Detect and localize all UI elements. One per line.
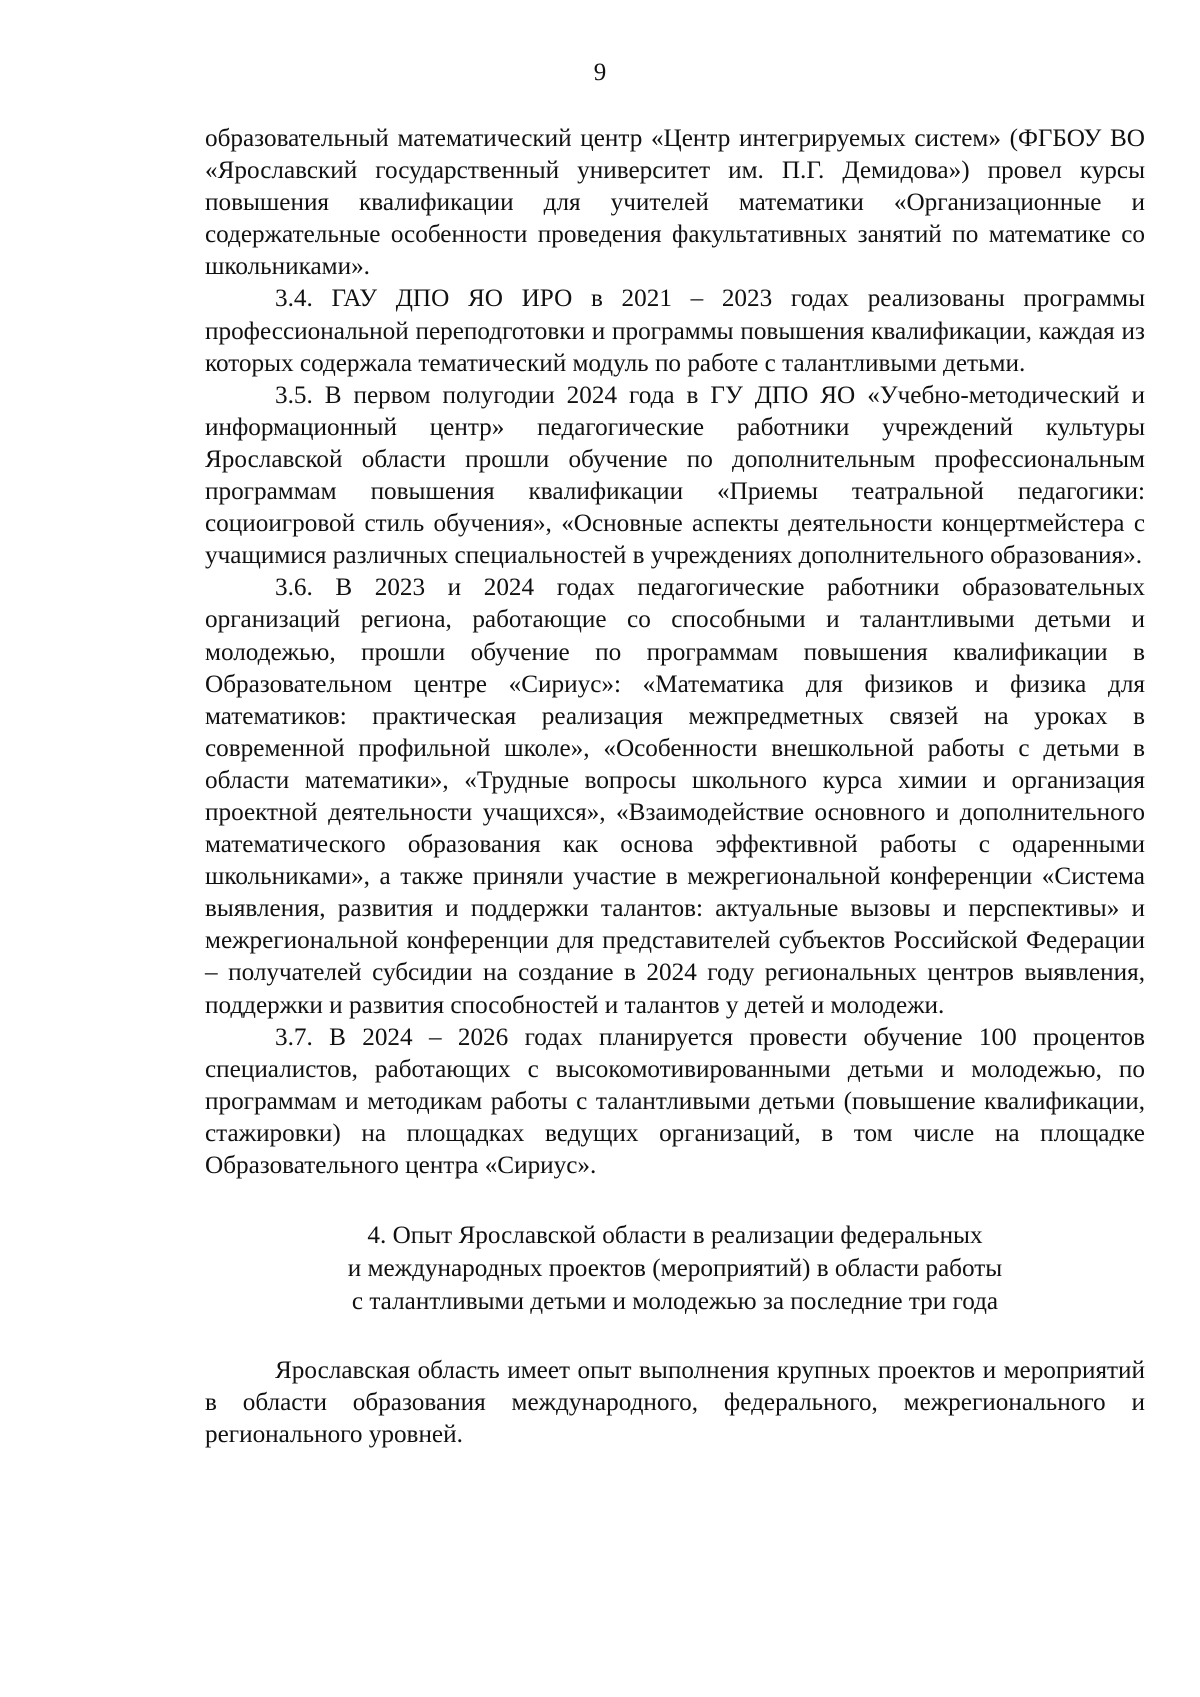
paragraph-3-6: 3.6. В 2023 и 2024 годах педагогические работники образовательных организаций региона, работающие со способными и талантливыми детьми и молодежью, прошли обучение по программам повышения квалификации в Образовательном центре «Сириус»: «Математика для физиков и физика для математиков: практическая реализация межпредметных связей на уроках в современной профильной школе», «Особенности внешкольной работы с детьми в области математики», «Трудные вопросы школьного курса химии и организация проектной деятельности учащихся», «Взаимодействие основного и дополнительного математического образования как основа эффективной работы с одаренными школьниками», а также приняли участие в межрегиональной конференции «Система выявления, развития и поддержки талантов: актуальные вызовы и перспективы» и межрегиональной конференции для представителей субъектов Российской Федерации – получателей субсидии на создание в 2024 году региональных центров выявления, поддержки и развития способностей и талантов у детей и молодежи. — [205, 574, 1145, 1019]
paragraph-3-4: 3.4. ГАУ ДПО ЯО ИРО в 2021 – 2023 годах реализованы программы профессиональной переподготовки и программы повышения квалификации, каждая из которых содержала тематический модуль по работе с талантливыми детьми. — [205, 285, 1145, 377]
document-body — [205, 123, 1145, 1451]
section-4-heading-line-1: 4. Опыт Ярославской области в реализации федеральных — [367, 1222, 983, 1250]
paragraph-3-7: 3.7. В 2024 – 2026 годах планируется провести обучение 100 процентов специалистов, работающих с высокомотивированными детьми и молодежью, по программам и методикам работы с талантливыми детьми (повышение квалификации, стажировки) на площадках ведущих организаций, в том числе на площадке Образовательного центра «Сириус». — [205, 1023, 1145, 1179]
paragraph-continuation: образовательный математический центр «Центр интегрируемых систем» (ФГБОУ ВО «Ярославский государственный университет им. П.Г. Демидова») провел курсы повышения квалификации для учителей математики «Организационные и содержательные особенности проведения факультативных занятий по математике со школьниками». — [205, 125, 1145, 281]
section-4-paragraph: Ярославская область имеет опыт выполнения крупных проектов и мероприятий в области образования международного, федерального, межрегионального и регионального уровней. — [205, 1357, 1145, 1449]
section-4-heading-line-3: с талантливыми детьми и молодежью за последние три года — [351, 1288, 999, 1316]
page-number: 9 — [593, 59, 607, 86]
section-4-heading-line-2: и международных проектов (мероприятий) в области работы — [347, 1255, 1003, 1283]
paragraph-3-5: 3.5. В первом полугодии 2024 года в ГУ ДПО ЯО «Учебно-методический и информационный центр» педагогические работники учреждений культуры Ярославской области прошли обучение по дополнительным профессиональным программам повышения квалификации «Приемы театральной педагогики: социоигровой стиль обучения», «Основные аспекты деятельности концертмейстера с учащимися различных специальностей в учреждениях дополнительного образования». — [205, 381, 1145, 570]
section-4-heading — [205, 1219, 1145, 1318]
